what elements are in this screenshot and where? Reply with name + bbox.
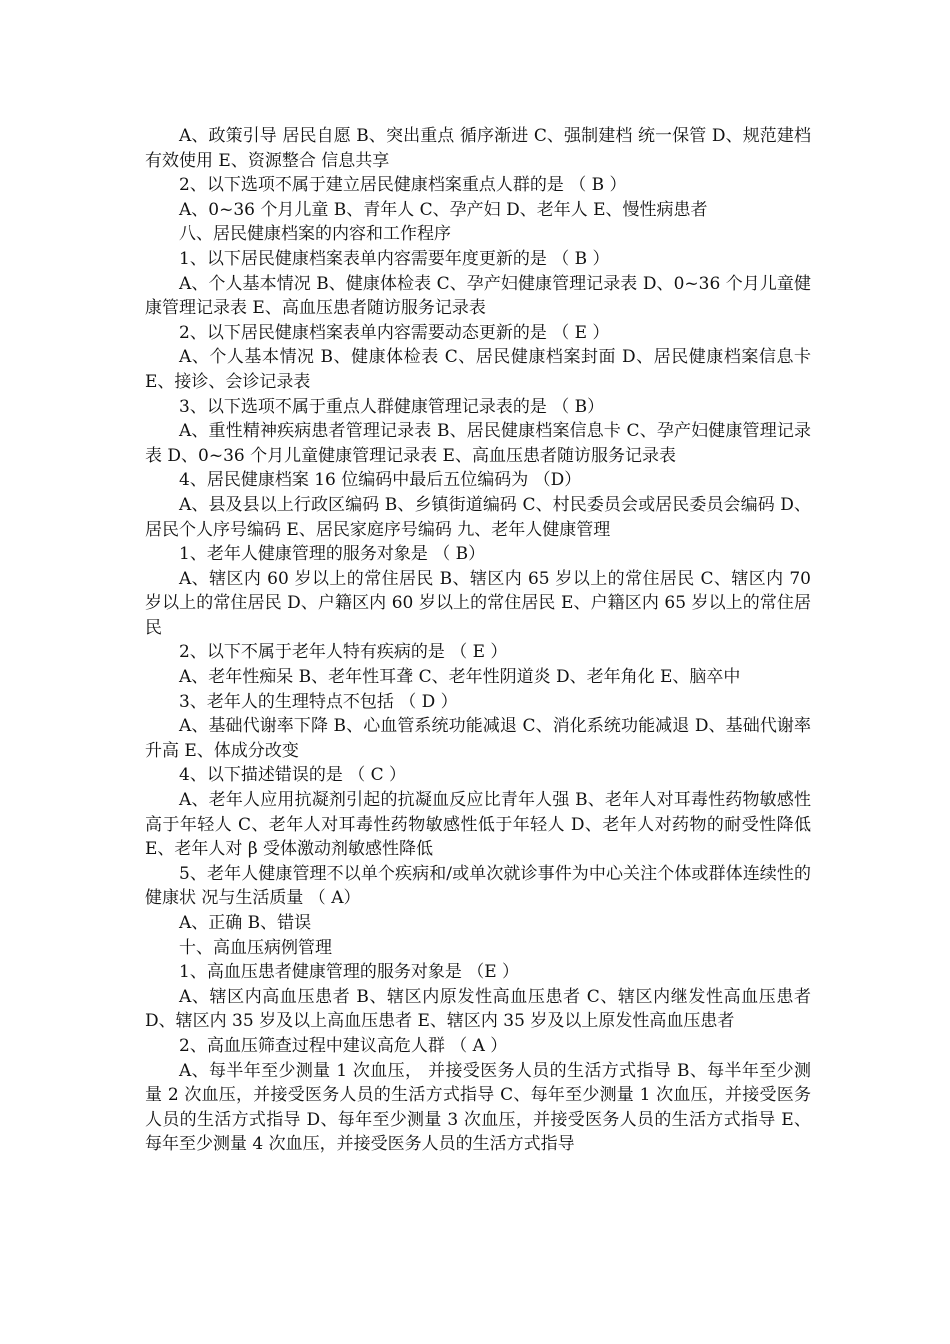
options: A、基础代谢率下降 B、心血管系统功能减退 C、消化系统功能减退 D、基础代谢率升高 E、体成分改变: [145, 716, 811, 761]
options: A、老年性痴呆 B、老年性耳聋 C、老年性阴道炎 D、老年角化 E、脑卒中: [179, 667, 741, 688]
options: A、个人基本情况 B、健康体检表 C、孕产妇健康管理记录表 D、0~36 个月儿童健康管理记录表 E、高血压患者随访服务记录表: [145, 273, 811, 319]
question: 1、高血压患者健康管理的服务对象是 （E ）: [179, 962, 520, 983]
question: 4、居民健康档案 16 位编码中最后五位编码为 （D）: [179, 470, 582, 491]
options: A、辖区内 60 岁以上的常住居民 B、辖区内 65 岁以上的常住居民 C、辖区内 70 岁以上的常住居民 D、户籍区内 60 岁以上的常住居民 E、户籍区内 65 岁以上的常住居民: [145, 568, 811, 638]
document-page: [145, 124, 811, 1157]
question: 3、老年人的生理特点不包括 （ D ）: [179, 691, 458, 712]
section-heading: 十、高血压病例管理: [179, 937, 332, 958]
question: 1、老年人健康管理的服务对象是 （ B）: [179, 544, 486, 565]
options: A、县及县以上行政区编码 B、乡镇街道编码 C、村民委员会或居民委员会编码 D、居民个人序号编码 E、居民家庭序号编码 九、老年人健康管理: [145, 494, 811, 540]
options: A、0~36 个月儿童 B、青年人 C、孕产妇 D、老年人 E、慢性病患者: [179, 199, 708, 220]
question: 2、以下不属于老年人特有疾病的是 （ E ）: [179, 642, 508, 663]
section-heading: 八、居民健康档案的内容和工作程序: [179, 224, 451, 245]
question: 5、老年人健康管理不以单个疾病和/或单次就诊事件为中心关注个体或群体连续性的健康状 况与生活质量 （ A）: [145, 863, 811, 909]
options: A、每半年至少测量 1 次血压， 并接受医务人员的生活方式指导 B、每半年至少测量 2 次血压，并接受医务人员的生活方式指导 C、每年至少测量 1 次血压，并接受医务人员的生活方式指导 D、每年至少测量 3 次血压，并接受医务人员的生活方式指导 E、每年至少测量 4 次血压，并接受医务人员的生活方式指导: [145, 1060, 811, 1155]
options: A、个人基本情况 B、健康体检表 C、居民健康档案封面 D、居民健康档案信息卡 E、接诊、会诊记录表: [145, 347, 811, 392]
question: 2、高血压筛查过程中建议高危人群 （ A ）: [179, 1035, 508, 1056]
question: 3、以下选项不属于重点人群健康管理记录表的是 （ B）: [179, 396, 605, 417]
question: 4、以下描述错误的是 （ C ）: [179, 765, 407, 786]
question: 2、以下选项不属于建立居民健康档案重点人群的是 （ B ）: [179, 175, 627, 196]
options: A、辖区内高血压患者 B、辖区内原发性高血压患者 C、辖区内继发性高血压患者 D、辖区内 35 岁及以上高血压患者 E、辖区内 35 岁及以上原发性高血压患者: [145, 986, 811, 1032]
question: 1、以下居民健康档案表单内容需要年度更新的是 （ B ）: [179, 248, 610, 269]
options: A、重性精神疾病患者管理记录表 B、居民健康档案信息卡 C、孕产妇健康管理记录表 D、0~36 个月儿童健康管理记录表 E、高血压患者随访服务记录表: [145, 421, 811, 466]
options: A、老年人应用抗凝剂引起的抗凝血反应比青年人强 B、老年人对耳毒性药物敏感性高于年轻人 C、老年人对耳毒性药物敏感性低于年轻人 D、老年人对药物的耐受性降低 E、老年人对 β 受体激动剂敏感性降低: [145, 790, 811, 860]
options: A、正确 B、错误: [179, 913, 312, 933]
question: 2、以下居民健康档案表单内容需要动态更新的是 （ E ）: [179, 322, 610, 343]
paragraph: A、政策引导 居民自愿 B、突出重点 循序渐进 C、强制建档 统一保管 D、规范建档 有效使用 E、资源整合 信息共享: [145, 126, 811, 171]
